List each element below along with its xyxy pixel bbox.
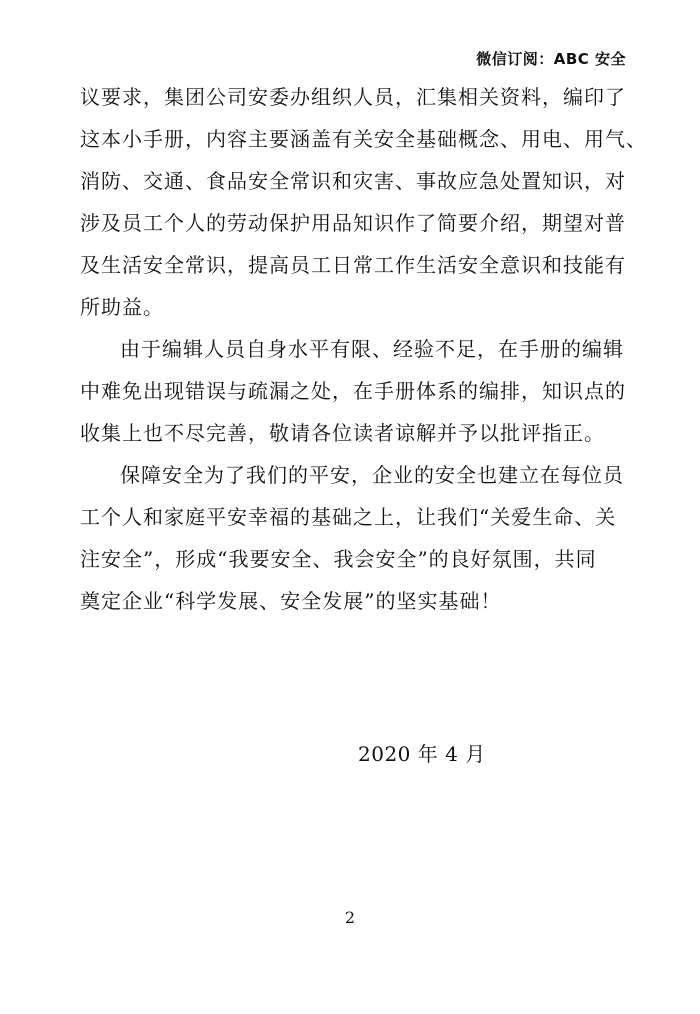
header-subscription: 微信订阅：ABC 安全 xyxy=(476,50,626,68)
paragraph-3 xyxy=(80,454,624,622)
text-line: 议要求，集团公司安委办组织人员，汇集相关资料，编印了 xyxy=(80,85,626,109)
paragraph-1 xyxy=(80,76,647,328)
paragraph-2 xyxy=(80,328,626,454)
text-line: 保障安全为了我们的平安，企业的安全也建立在每位员 xyxy=(120,463,624,487)
text-line: 奠定企业“科学发展、安全发展”的坚实基础！ xyxy=(80,589,502,613)
page-number: 2 xyxy=(344,908,356,927)
text-line: 工个人和家庭平安幸福的基础之上，让我们“关爱生命、关 xyxy=(80,505,617,529)
text-line: 由于编辑人员自身水平有限、经验不足，在手册的编辑 xyxy=(120,337,624,361)
text-line: 涉及员工个人的劳动保护用品知识作了简要介绍，期望对普 xyxy=(80,211,626,235)
text-line: 及生活安全常识，提高员工日常工作生活安全意识和技能有 xyxy=(80,253,626,277)
document-body xyxy=(80,76,647,622)
text-line: 消防、交通、食品安全常识和灾害、事故应急处置知识，对 xyxy=(80,169,626,193)
text-line: 注安全”，形成“我要安全、我会安全”的良好氛围，共同 xyxy=(80,547,597,571)
text-line: 中难免出现错误与疏漏之处，在手册体系的编排，知识点的 xyxy=(80,379,626,403)
text-line: 收集上也不尽完善，敬请各位读者谅解并予以批评指正。 xyxy=(80,421,605,445)
text-line: 这本小手册，内容主要涵盖有关安全基础概念、用电、用气、 xyxy=(80,127,647,151)
document-date: 2020 年 4 月 xyxy=(358,742,486,766)
text-line: 所助益。 xyxy=(80,295,164,319)
